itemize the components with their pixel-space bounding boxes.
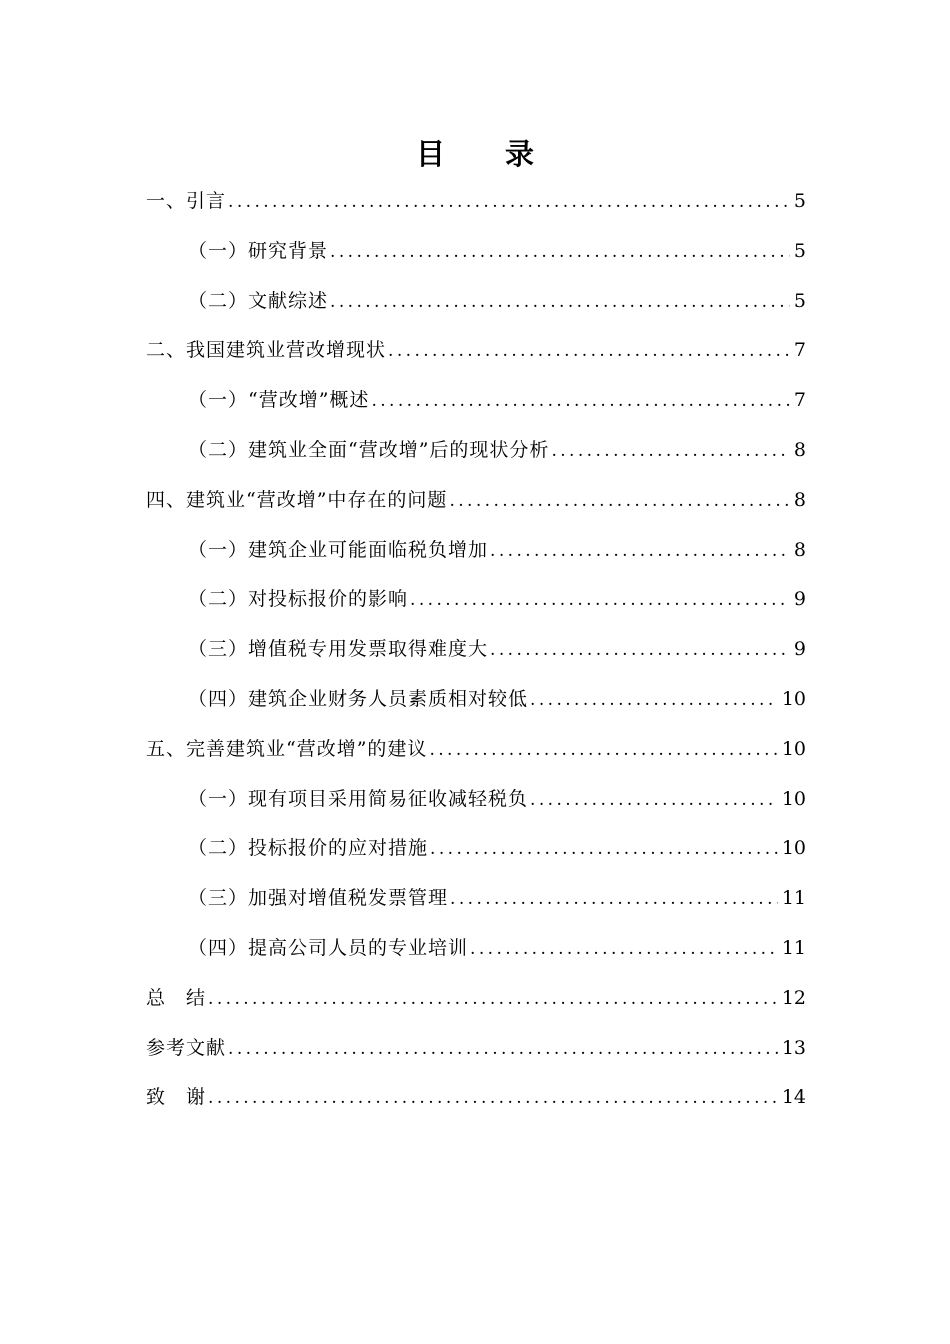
toc-dot-leader	[228, 183, 790, 221]
table-of-contents	[146, 182, 806, 1128]
toc-entry-label: （二）对投标报价的影响	[188, 588, 409, 611]
toc-entry-label: （二）投标报价的应对措施	[188, 837, 429, 860]
toc-entry[interactable]	[146, 580, 806, 630]
toc-entry-page: 8	[793, 488, 806, 511]
toc-entry-page: 5	[793, 239, 806, 262]
toc-entry-label: （一）建筑企业可能面临税负增加	[188, 538, 489, 561]
toc-entry-label: 一、引言	[146, 190, 227, 212]
toc-entry[interactable]	[146, 780, 806, 830]
toc-entry-label: 总 结	[146, 986, 207, 1009]
toc-entry-page: 5	[793, 289, 806, 312]
toc-entry-label: （三）增值税专用发票取得难度大	[188, 638, 489, 661]
toc-dot-leader	[470, 930, 778, 968]
toc-dot-leader	[371, 382, 789, 420]
toc-entry[interactable]	[146, 829, 806, 879]
toc-entry-label: 四、建筑业“营改增”中存在的问题	[146, 488, 448, 511]
toc-entry[interactable]	[146, 1078, 806, 1128]
toc-entry[interactable]	[146, 282, 806, 332]
toc-dot-leader	[490, 631, 790, 669]
toc-entry[interactable]	[146, 381, 806, 431]
toc-entry[interactable]	[146, 630, 806, 680]
toc-entry[interactable]	[146, 979, 806, 1029]
toc-entry-label: 参考文献	[146, 1036, 227, 1059]
toc-entry[interactable]	[146, 1029, 806, 1079]
toc-entry-page: 10	[781, 737, 806, 760]
toc-entry-label: 五、完善建筑业“营改增”的建议	[146, 737, 428, 760]
toc-entry-label: （一）“营改增”概述	[188, 389, 370, 412]
toc-dot-leader	[330, 283, 790, 321]
toc-dot-leader	[530, 781, 778, 819]
toc-entry-page: 5	[793, 190, 806, 212]
toc-entry[interactable]	[146, 879, 806, 929]
toc-dot-leader	[410, 581, 790, 619]
toc-entry[interactable]	[146, 431, 806, 481]
toc-entry-label: （一）研究背景	[188, 239, 329, 262]
toc-entry-label: （三）加强对增值税发票管理	[188, 887, 449, 910]
toc-dot-leader	[450, 880, 778, 918]
toc-entry[interactable]	[146, 929, 806, 979]
toc-entry-label: （四）建筑企业财务人员素质相对较低	[188, 687, 529, 710]
toc-entry-page: 9	[793, 638, 806, 661]
toc-entry-page: 12	[781, 986, 806, 1009]
toc-dot-leader	[208, 980, 778, 1018]
toc-entry-page: 9	[793, 588, 806, 611]
toc-entry-label: （二）文献综述	[188, 289, 329, 312]
toc-entry-label: （四）提高公司人员的专业培训	[188, 936, 469, 959]
toc-title-char-1: 目	[415, 137, 445, 171]
toc-dot-leader	[430, 830, 778, 868]
toc-title	[0, 132, 950, 173]
toc-entry-page: 10	[781, 837, 806, 860]
toc-entry[interactable]	[146, 331, 806, 381]
toc-entry-page: 11	[781, 936, 806, 959]
toc-entry[interactable]	[146, 531, 806, 581]
toc-dot-leader	[530, 681, 778, 719]
toc-entry[interactable]	[146, 680, 806, 730]
toc-dot-leader	[551, 432, 789, 470]
toc-dot-leader	[490, 532, 790, 570]
toc-entry-page: 8	[793, 538, 806, 561]
toc-dot-leader	[449, 482, 789, 520]
toc-entry-label: （一）现有项目采用简易征收减轻税负	[188, 787, 529, 810]
toc-entry-page: 8	[793, 438, 806, 461]
toc-entry-page: 10	[781, 687, 806, 710]
toc-dot-leader	[330, 233, 790, 271]
toc-entry[interactable]	[146, 182, 806, 232]
toc-entry-page: 14	[781, 1086, 806, 1109]
toc-dot-leader	[208, 1079, 778, 1117]
toc-entry[interactable]	[146, 232, 806, 282]
toc-entry-page: 7	[793, 339, 806, 362]
toc-dot-leader	[388, 332, 790, 370]
toc-entry-label: 二、我国建筑业营改增现状	[146, 339, 387, 362]
toc-entry-page: 7	[793, 389, 806, 412]
toc-entry-label: 致 谢	[146, 1086, 207, 1109]
toc-entry-label: （二）建筑业全面“营改增”后的现状分析	[188, 438, 550, 461]
toc-title-char-2: 录	[505, 137, 535, 171]
toc-entry[interactable]	[146, 481, 806, 531]
toc-dot-leader	[429, 731, 777, 769]
toc-entry-page: 11	[781, 887, 806, 910]
toc-entry-page: 10	[781, 787, 806, 810]
toc-entry[interactable]	[146, 730, 806, 780]
toc-dot-leader	[228, 1030, 778, 1068]
toc-entry-page: 13	[781, 1036, 806, 1059]
